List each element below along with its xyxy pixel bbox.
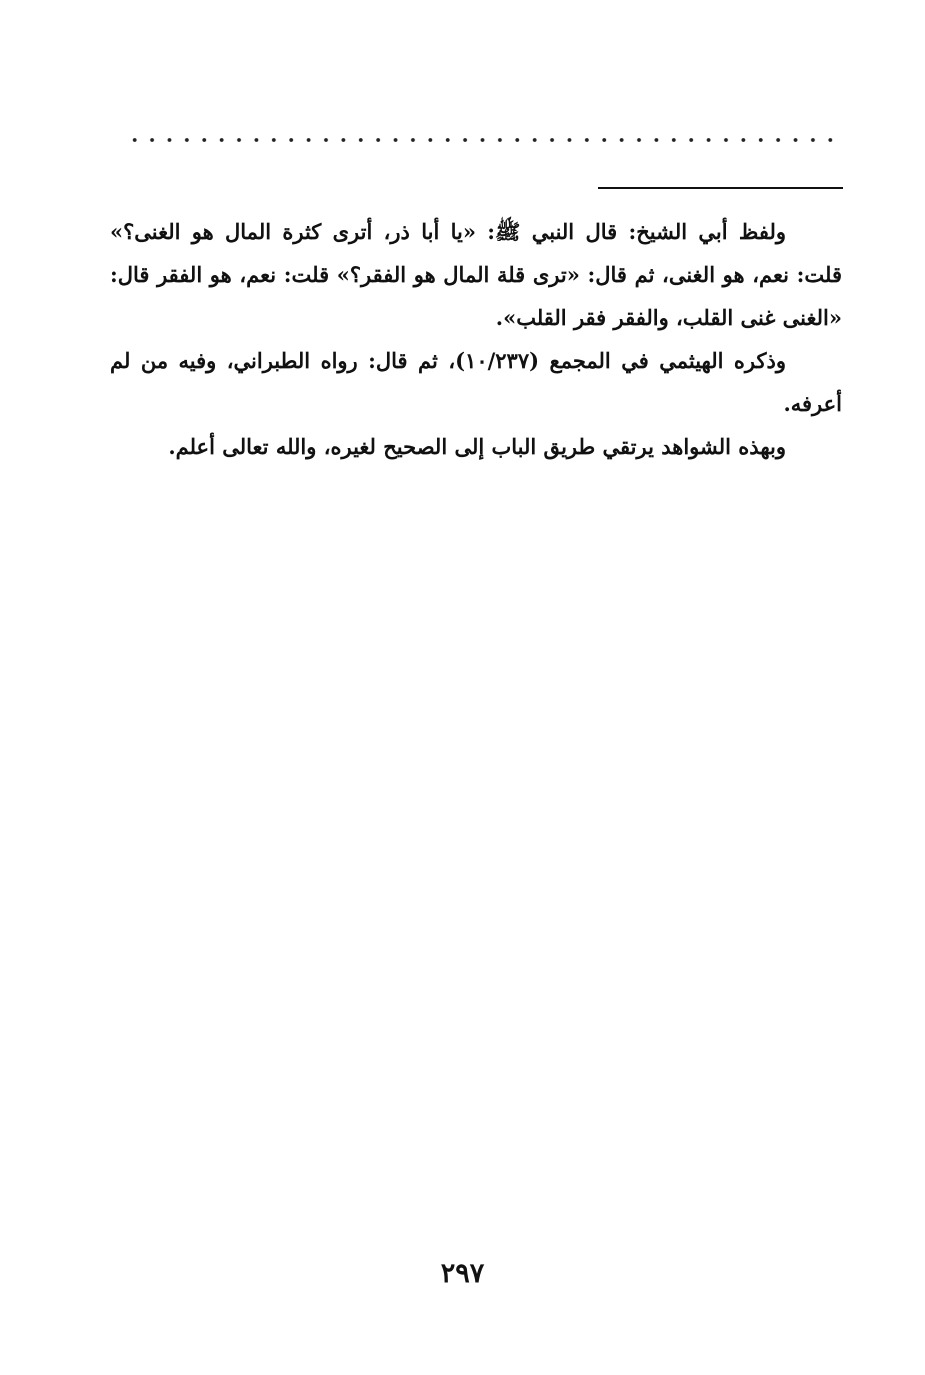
paragraph-conclusion: وبهذه الشواهد يرتقي طريق الباب إلى الصحيح لغيره، والله تعالى أعلم. [168,434,786,459]
paragraph-haythami: وذكره الهيثمي في المجمع (١٠/٢٣٧)، ثم قال: رواه الطبراني، وفيه من لم أعرفه. [110,348,842,416]
footnote-rule [598,187,843,189]
paragraph-abu-alshaykh: ولفظ أبي الشيخ: قال النبي ﷺ: «يا أبا ذر، أترى كثرة المال هو الغنى؟» قلت: نعم، هو الغنى، ثم قال: «ترى قلة المال هو الفقر؟» قلت: نعم، هو الفقر قال: «الغنى غنى القلب، والفقر فقر القلب». [110,219,842,330]
page-number: ٢٩٧ [440,1258,485,1289]
dotted-separator [126,134,838,146]
footnote-text [110,210,842,468]
